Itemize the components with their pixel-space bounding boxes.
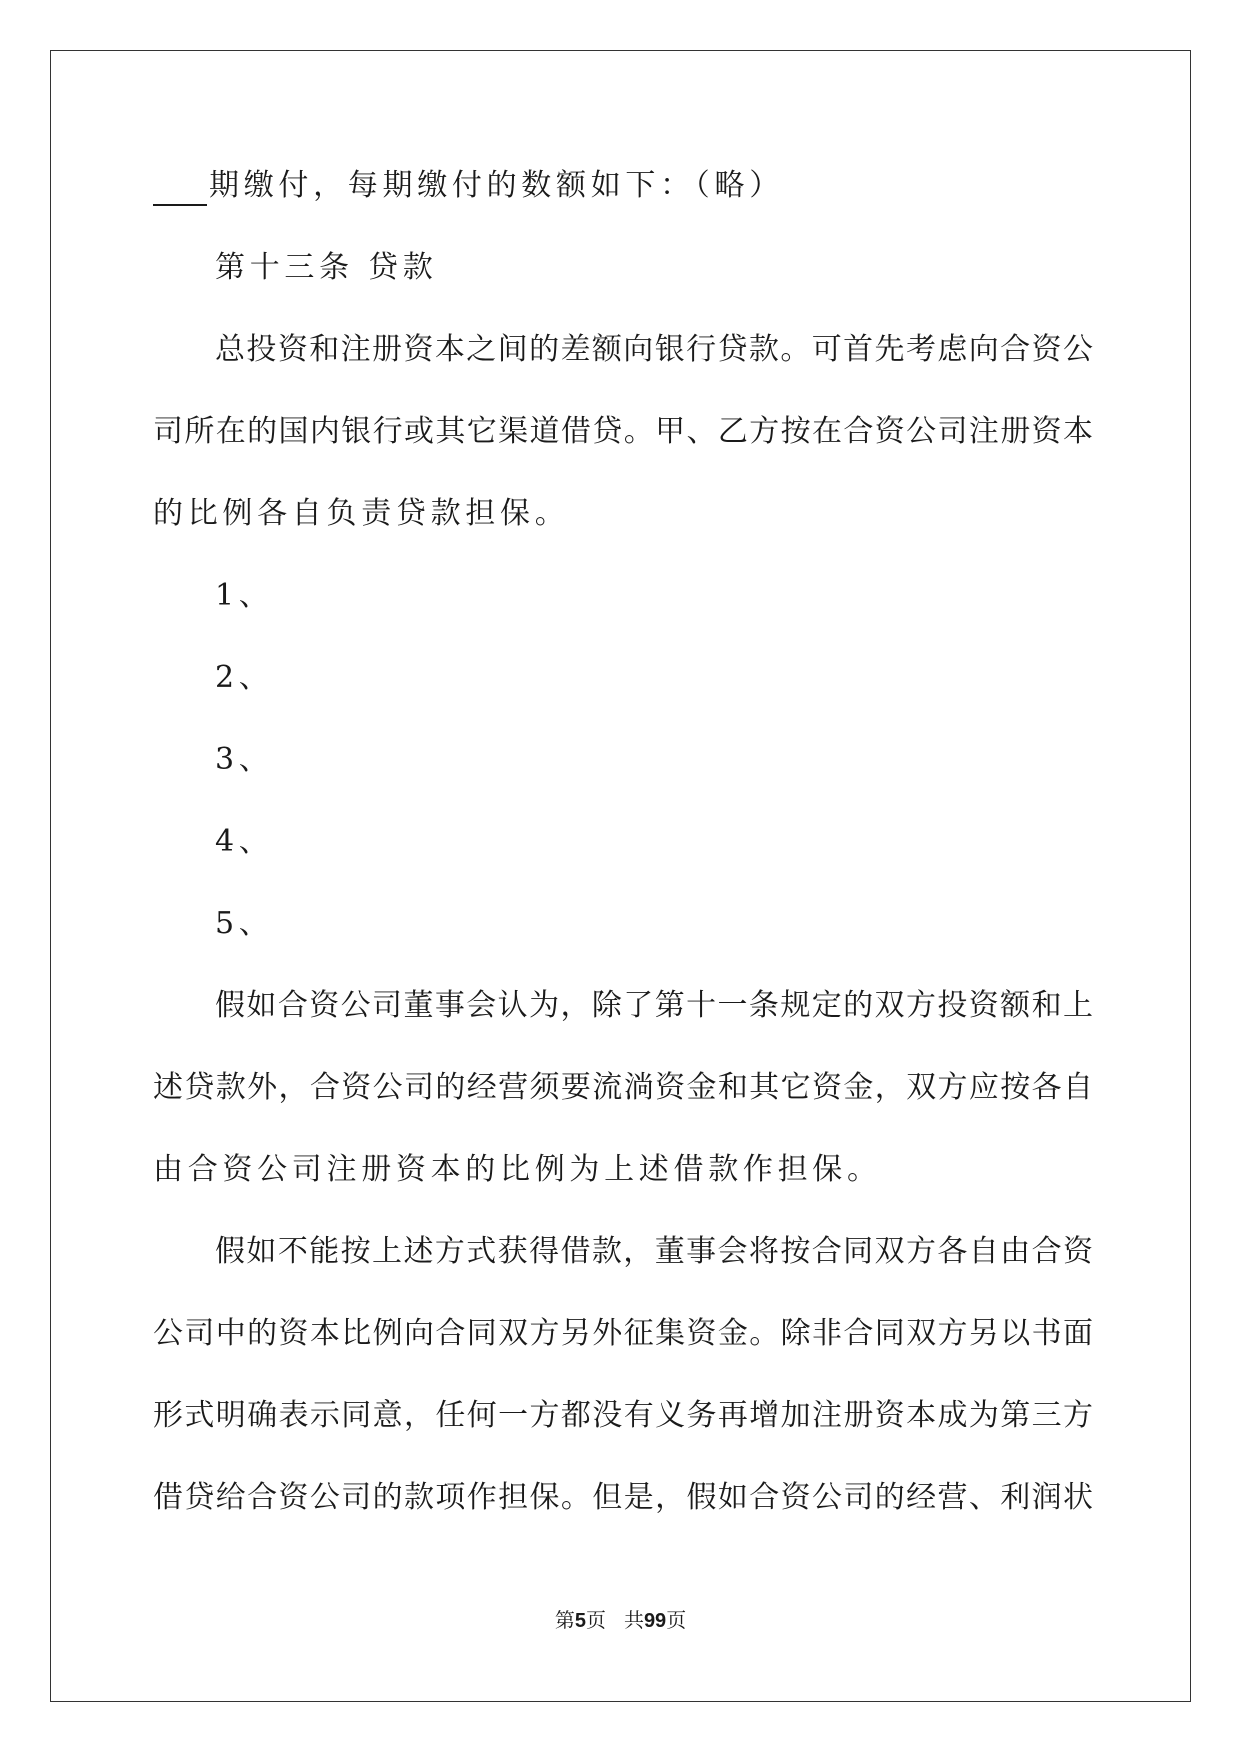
page-number: 5 — [574, 1610, 586, 1632]
total-prefix: 共 — [623, 1608, 644, 1632]
text-line: 期缴付，每期缴付的数额如下：（略） — [153, 166, 1093, 206]
fill-in-blank — [153, 174, 207, 206]
list-item: 3、 — [215, 742, 274, 777]
paragraph-line: 由合资公司注册资本的比例为上述借款作担保。 — [153, 1152, 882, 1187]
paragraph-line: 述贷款外，合资公司的经营须要流淌资金和其它资金，双方应按各自 — [153, 1070, 1093, 1105]
total-pages: 99 — [643, 1610, 667, 1632]
paragraph-line: 借贷给合资公司的款项作担保。但是，假如合资公司的经营、利润状 — [153, 1480, 1093, 1515]
list-item: 4、 — [215, 824, 274, 859]
paragraph-line: 形式明确表示同意，任何一方都没有义务再增加注册资本成为第三方 — [153, 1398, 1093, 1433]
list-item: 1、 — [215, 578, 274, 613]
page-suffix: 页 — [585, 1608, 606, 1632]
paragraph-line: 假如合资公司董事会认为，除了第十一条规定的双方投资额和上 — [215, 988, 1093, 1023]
article-heading: 第十三条 贷款 — [215, 250, 438, 285]
list-item: 2、 — [215, 660, 274, 695]
paragraph-line: 的比例各自负责贷款担保。 — [153, 496, 570, 531]
total-suffix: 页 — [666, 1608, 687, 1632]
paragraph-line: 司所在的国内银行或其它渠道借贷。甲、乙方按在合资公司注册资本 — [153, 414, 1093, 449]
page-footer — [0, 1604, 1241, 1633]
paragraph-line: 假如不能按上述方式获得借款，董事会将按合同双方各自由合资 — [215, 1234, 1093, 1269]
list-item: 5、 — [215, 906, 274, 941]
page-prefix: 第 — [554, 1608, 575, 1632]
paragraph-line: 总投资和注册资本之间的差额向银行贷款。可首先考虑向合资公 — [215, 332, 1093, 367]
paragraph-line: 公司中的资本比例向合同双方另外征集资金。除非合同双方另以书面 — [153, 1316, 1093, 1351]
document-body — [153, 166, 1093, 1518]
